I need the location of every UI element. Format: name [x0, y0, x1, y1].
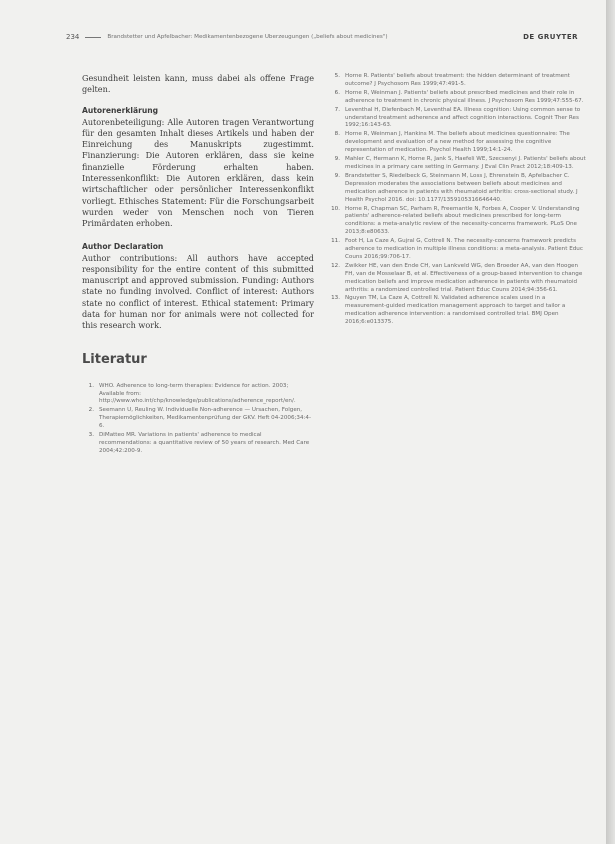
- right-column: [328, 73, 588, 328]
- reference-number: 9.: [334, 156, 340, 163]
- reference-number: 5.: [334, 73, 340, 79]
- reference-list-left: [82, 383, 314, 456]
- reference-item: [328, 90, 588, 106]
- reference-text: Seemann U, Reuling W. Individuelle Non-adherence — Ursachen, Folgen, Therapiemöglichkeiten, Medikamentenprüfung der GKV. Heft 04-2006;34:4-6.: [99, 407, 312, 430]
- reference-text: Foot H, La Caze A, Gujral G, Cottrell N. The necessity-concerns framework predicts adherence to medication in multiple illness conditions: a meta-analysis. Patient Educ Couns 2016;99:706-17.: [345, 238, 583, 260]
- header-rule: [85, 37, 101, 38]
- reference-number: 9.: [334, 172, 340, 179]
- reference-text: Horne R, Weinman J, Hankins M. The beliefs about medicines questionnaire: The development and evaluation of a new method for assessing the cognitive representation of medication. Psychol Health 1999;14:1-24.: [345, 131, 570, 154]
- autorenerklaerung-text: Autorenbeteiligung: Alle Autoren tragen Verantwortung für den gesamten Inhalt dieses Artikels und haben der Einreichung des Manuskripts zugestimmt. Finanzierung: Die Autoren erklären, dass sie keine finanzielle Förderung erhalten haben. Interessenkonflikt: Die Autoren erklären, dass kein wirtschaftlicher oder persönlicher Interessenkonflikt vorliegt. Ethisches Statement: Für die Forschungsarbeit wurden weder von Menschen noch von Tieren Primärdaten erhoben.: [82, 116, 314, 229]
- reference-text: Leventhal H, Diefenbach M, Leventhal EA. Illness cognition: Using common sense to understand treatment adherence and affect cognition interactions. Cognit Ther Res 1992;16:143-63.: [345, 106, 581, 129]
- reference-item: [82, 432, 314, 456]
- reference-text: WHO. Adherence to long-term therapies: Evidence for action. 2003; Available from: http://www.who.int/chp/knowledge/publications/adherence_report/en/.: [99, 382, 296, 405]
- publisher-logo: DE GRUYTER: [523, 33, 578, 41]
- reference-text: Horne R, Weinman J. Patients' beliefs about prescribed medicines and their role in adherence to treatment in chronic physical illness. J Psychosom Res 1999;47:555-67.: [345, 89, 584, 104]
- reference-number: 6.: [334, 89, 340, 96]
- reference-number: 11.: [331, 238, 340, 245]
- reference-text: Zwikker HE, van den Ende CH, van Lankveld WG, den Broeder AA, van den Hoogen FH, van de Mosselaar B, et al. Effectiveness of a group-based intervention to change medication beliefs and improve medication adherence in patients with rheumatoid arthritis: a randomized controlled trial. Patient Educ Couns 2014;94:356-61.: [345, 262, 583, 293]
- reference-item: [328, 238, 588, 262]
- reference-item: [328, 107, 588, 131]
- intro-paragraph: Gesundheit leisten kann, muss dabei als offene Frage gelten.: [82, 73, 314, 95]
- running-header: [66, 33, 578, 41]
- reference-item: [328, 263, 588, 295]
- reference-number: 10.: [331, 205, 340, 212]
- reference-number: 7.: [334, 106, 340, 113]
- reference-number: 3.: [88, 432, 94, 439]
- reference-item: [82, 383, 314, 407]
- reference-number: 8.: [334, 131, 340, 138]
- author-declaration-heading: Author Declaration: [82, 241, 164, 251]
- reference-text: Mahler C, Hermann K, Horne R, Jank S, Haefeli WE, Szecsenyi J. Patients' beliefs about medicines in a primary care setting in Germany. J Eval Clin Pract 2012;18:409-13.: [345, 156, 586, 170]
- reference-item: [328, 131, 588, 155]
- reference-item: [328, 206, 588, 238]
- reference-number: 13.: [331, 295, 340, 302]
- reference-text: Horne R. Patients' beliefs about treatment: the hidden determinant of treatment outcome? J Psychosom Res 1999;47:491-5.: [345, 73, 570, 87]
- page-edge: [606, 0, 615, 844]
- reference-text: Horne R, Chapman SC, Parham R, Freemantle N, Forbes A, Cooper V. Understanding patients' adherence-related beliefs about medicines prescribed for long-term conditions: a meta-analytic review of the necessity-concerns framework. PLoS One 2013;8:e80633.: [345, 205, 580, 236]
- autorenerklaerung-heading: Autorenerklärung: [82, 105, 159, 115]
- reference-text: Nguyen TM, La Caze A, Cottrell N. Validated adherence scales used in a measurement-guided medication management approach to target and tailor a medication adherence intervention: a randomised controlled trial. BMJ Open 2016;6:e013375.: [345, 295, 566, 326]
- literatur-heading: Literatur: [82, 351, 147, 367]
- reference-item: [82, 407, 314, 431]
- reference-text: DiMatteo MR. Variations in patients' adherence to medical recommendations: a quantitative review of 50 years of research. Med Care 2004;42:200-9.: [99, 432, 310, 454]
- reference-item: [328, 73, 588, 89]
- reference-number: 12.: [331, 262, 340, 269]
- left-column: [82, 73, 314, 457]
- reference-number: 1.: [88, 382, 94, 389]
- reference-list-right: [328, 73, 588, 327]
- reference-item: [328, 173, 588, 205]
- page-number: 234: [66, 33, 80, 41]
- reference-item: [328, 156, 588, 172]
- reference-text: Brandstetter S, Riedelbeck G, Steinmann M, Loss J, Ehrenstein B, Apfelbacher C. Depression moderates the associations between beliefs about medicines and medication adherence in patients with rheumatoid arthritis: cross-sectional study. J Health Psychol 2016. doi: 10.1177/1359105316646440.: [345, 172, 578, 203]
- reference-item: [328, 295, 588, 327]
- author-declaration-text: Author contributions: All authors have accepted responsibility for the entire content of this submitted manuscript and approved submission. Funding: Authors state no funding involved. Conflict of interest: Authors state no conflict of interest. Ethical statement: Primary data for human nor for animals were not collected for this research work.: [82, 252, 314, 331]
- reference-number: 2.: [88, 407, 94, 414]
- running-title: Brandstetter und Apfelbacher: Medikamentenbezogene Überzeugungen („beliefs about medicines"): [107, 34, 388, 40]
